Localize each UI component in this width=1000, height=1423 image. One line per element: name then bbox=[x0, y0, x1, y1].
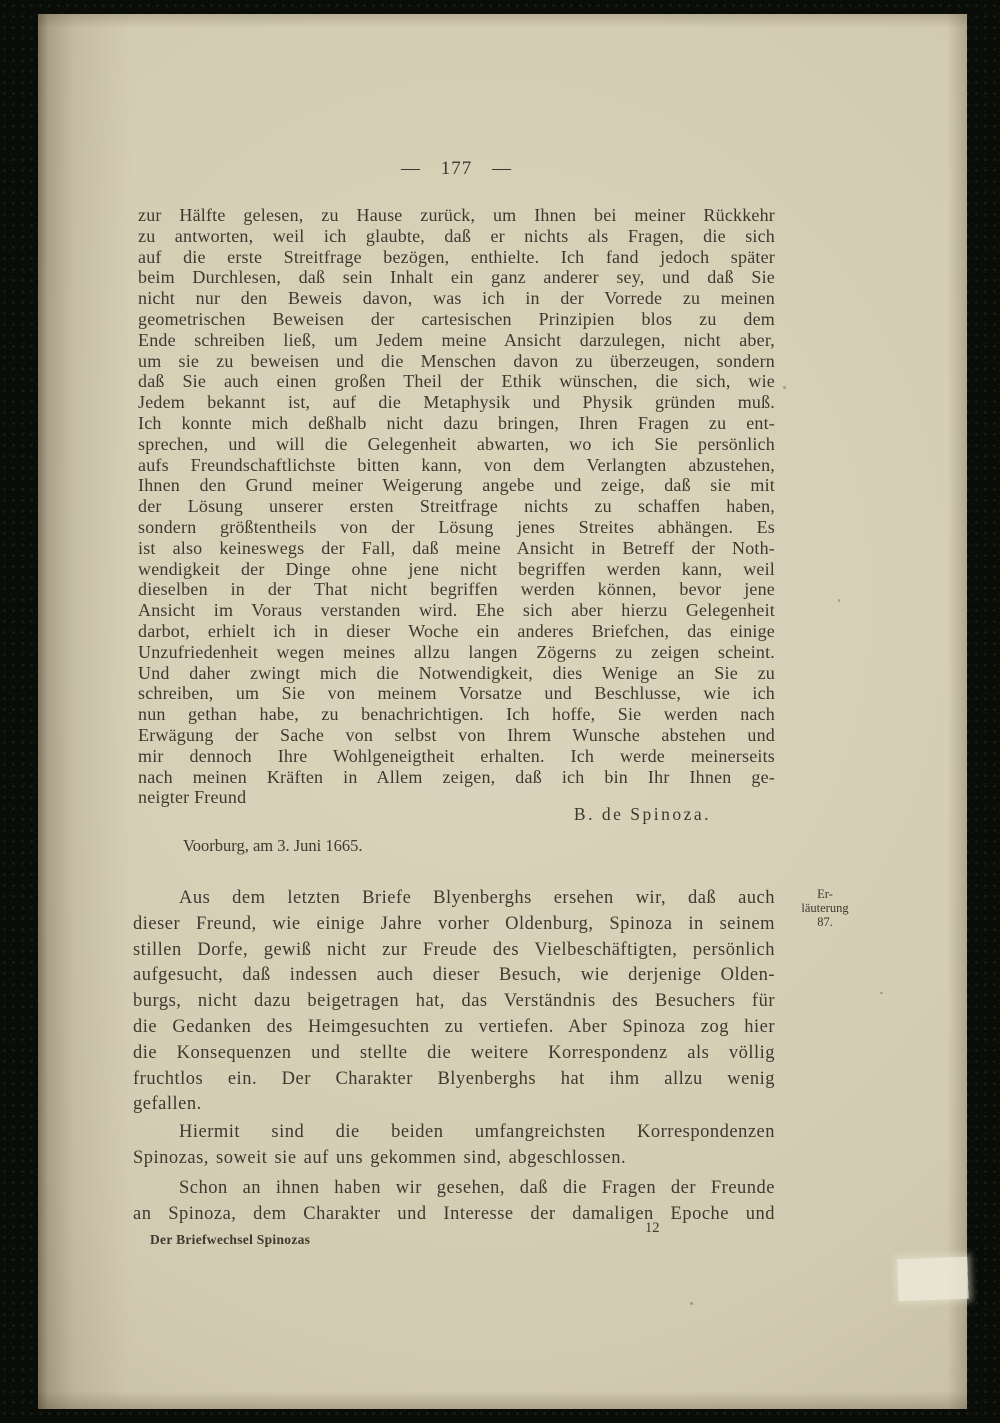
text-line: beim Durchlesen, daß sein Inhalt ein ganz anderer sey, und daß Sie bbox=[138, 267, 775, 288]
text-line: aufgesucht, daß indessen auch dieser Besuch, wie derjenige Olden- bbox=[133, 965, 775, 986]
paper-speck bbox=[838, 599, 840, 602]
text-line: nicht nur den Beweis davon, was ich in der Vorrede zu meinen bbox=[138, 288, 775, 309]
text-line: Er- bbox=[817, 887, 833, 901]
text-line: Ihnen den Grund meiner Weigerung angebe und zeige, daß sie mit bbox=[138, 475, 775, 496]
text-line: an Spinoza, dem Charakter und Interesse der damaligen Epoche und bbox=[133, 1203, 775, 1224]
text-line: der Lösung unserer ersten Streitfrage nichts zu schaffen haben, bbox=[138, 496, 775, 517]
text-line: die Gedanken des Heimgesuchten zu vertiefen. Aber Spinoza zog hier bbox=[133, 1016, 775, 1037]
running-title: Der Briefwechsel Spinozas bbox=[150, 1232, 311, 1247]
text-line: fruchtlos ein. Der Charakter Blyenberghs hat ihm allzu wenig bbox=[133, 1068, 775, 1089]
text-line: Unzufriedenheit wegen meines allzu langen Zögerns zu zeigen scheint. bbox=[138, 641, 775, 662]
letter-signature: B. de Spinoza. bbox=[573, 804, 711, 824]
text-line: dieselben in der That nicht begriffen werden können, bevor jene bbox=[138, 579, 775, 600]
text-line: um sie zu beweisen und die Menschen davon zu überzeugen, sondern bbox=[138, 350, 775, 371]
text-line: läuterung bbox=[801, 900, 849, 915]
text-line: auf die erste Streitfrage bezögen, enthielte. Ich fand jedoch später bbox=[138, 246, 775, 267]
text-line: Aus dem letzten Briefe Blyenberghs ersehen wir, daß auch bbox=[179, 888, 775, 908]
text-line: mir dennoch Ihre Wohlgeneigtheit erhalten. Ich werde meinerseits bbox=[138, 745, 775, 766]
commentary-paragraph-transition bbox=[133, 1176, 775, 1228]
text-line: 87. bbox=[817, 914, 833, 929]
letter-dateline: Voorburg, am 3. Juni 1665. bbox=[183, 836, 363, 855]
paper-speck bbox=[690, 1302, 693, 1305]
text-line: sprechen, und will die Gelegenheit abwarten, wo ich Sie persönlich bbox=[138, 433, 775, 454]
text-line: Spinozas, soweit sie auf uns gekommen sind, abgeschlossen. bbox=[133, 1147, 627, 1168]
text-line: neigter Freund bbox=[138, 787, 247, 808]
text-line: schreiben, um Sie von meinem Vorsatze und Beschlusse, wie ich bbox=[138, 683, 775, 704]
commentary-paragraph-blyenbergh bbox=[133, 886, 775, 1118]
text-line: stillen Dorfe, gewiß nicht zur Freude des Vielbeschäftigten, persönlich bbox=[133, 939, 775, 960]
text-line: zur Hälfte gelesen, zu Hause zurück, um Ihnen bei meiner Rückkehr bbox=[138, 205, 775, 225]
margin-note-erlaeuterung bbox=[780, 888, 870, 929]
text-line: Erwägung der Sache von selbst von Ihrem Wunsche abstehen und bbox=[138, 724, 775, 745]
paper-speck bbox=[783, 386, 786, 389]
text-line: Und daher zwingt mich die Notwendigkeit, dies Wenige an Sie zu bbox=[138, 662, 775, 683]
printer-sheet-number: 12 bbox=[645, 1220, 660, 1236]
text-line: wendigkeit der Dinge ohne jene nicht begriffen werden kann, weil bbox=[138, 558, 775, 579]
text-line: die Konsequenzen und stellte die weitere Korrespondenz als völlig bbox=[133, 1042, 775, 1063]
text-line: Ansicht im Voraus verstanden wird. Ehe sich aber hierzu Gelegenheit bbox=[138, 600, 775, 621]
letter-body-text bbox=[138, 205, 775, 808]
text-line: ist also keineswegs der Fall, daß meine Ansicht in Betreff der Noth- bbox=[138, 537, 775, 558]
text-line: Ende schreiben ließ, um Jedem meine Ansicht darzulegen, nicht aber, bbox=[138, 329, 775, 350]
paper-speck bbox=[880, 992, 883, 994]
commentary-paragraph-closing bbox=[133, 1120, 775, 1172]
text-line: daß Sie auch einen großen Theil der Ethik wünschen, die sich, wie bbox=[138, 371, 775, 392]
text-line: nach meinen Kräften in Allem zeigen, daß ich bin Ihr Ihnen ge- bbox=[138, 766, 775, 787]
text-line: aufs Freundschaftlichste bitten kann, von dem Verlangten abzustehen, bbox=[138, 454, 775, 475]
text-line: Schon an ihnen haben wir gesehen, daß die Fragen der Freunde bbox=[179, 1178, 775, 1198]
text-line: Jedem bekannt ist, auf die Metaphysik und Physik gründen muß. bbox=[138, 392, 775, 413]
text-line: dieser Freund, wie einige Jahre vorher Oldenburg, Spinoza in seinem bbox=[133, 913, 775, 934]
text-line: burgs, nicht dazu beigetragen hat, das Verständnis des Besuchers für bbox=[133, 991, 775, 1012]
text-line: Ich konnte mich deßhalb nicht dazu bringen, Ihren Fragen zu ent- bbox=[138, 412, 775, 433]
tape-patch bbox=[897, 1257, 968, 1301]
text-line: gefallen. bbox=[133, 1094, 202, 1115]
text-line: sondern größtentheils von der Lösung jenes Streites abhängen. Es bbox=[138, 516, 775, 537]
text-line: nun gethan habe, zu benachrichtigen. Ich hoffe, Sie werden nach bbox=[138, 704, 775, 725]
text-line: zu antworten, weil ich glaubte, daß er nichts als Fragen, die sich bbox=[138, 225, 775, 246]
text-line: geometrischen Beweisen der cartesischen Prinzipien blos zu dem bbox=[138, 308, 775, 329]
text-line: Hiermit sind die beiden umfangreichsten Korrespondenzen bbox=[179, 1122, 775, 1142]
book-page bbox=[38, 14, 967, 1409]
page-number: — 177 — bbox=[401, 158, 512, 179]
text-line: darbot, erhielt ich in dieser Woche ein anderes Briefchen, das einige bbox=[138, 620, 775, 641]
